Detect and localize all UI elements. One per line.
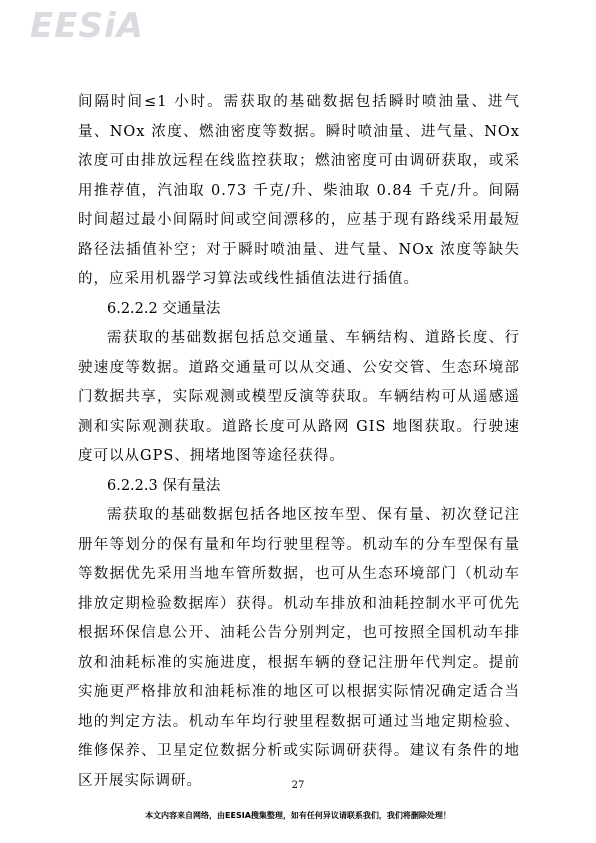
paragraph-continuation: 间隔时间≤1 小时。需获取的基础数据包括瞬时喷油量、进气量、NOx 浓度、燃油密度等数据。瞬时喷油量、进气量、NOx 浓度可由排放远程在线监控获取；燃油密度可由调研获取，或采用推荐值，汽油取 0.73 千克/升、柴油取 0.84 千克/升。间隔时间超过最小间隔时间或空间漂移的，应基于现有路线采用最短路径法插值补空；对于瞬时喷油量、进气量、NOx 浓度等缺失的，应采用机器学习算法或线性插值法进行插值。	[78, 94, 520, 287]
paragraph-traffic-volume: 需获取的基础数据包括总交通量、车辆结构、道路长度、行驶速度等数据。道路交通量可以从交通、公安交管、生态环境部门数据共享，实际观测或模型反演等获取。车辆结构可从遥感遥测和实际观测获取。道路长度可从路网 GIS 地图获取。行驶速度可以从GPS、拥堵地图等途径获得。	[78, 330, 520, 464]
page-number: 27	[291, 780, 305, 791]
paragraph-vehicle-population: 需获取的基础数据包括各地区按车型、保有量、初次登记注册年等划分的保有量和年均行驶里程等。机动车的分车型保有量等数据优先采用当地车管所数据，也可从生态环境部门（机动车排放定期检验数据库）获得。机动车排放和油耗控制水平可优先根据环保信息公开、油耗公告分别判定，也可按照全国机动车排放和油耗标准的实施进度，根据车辆的登记注册年代判定。提前实施更严格排放和油耗标准的地区可以根据实际情况确定适合当地的判定方法。机动车年均行驶里程数据可通过当地定期检验、维修保养、卫星定位数据分析或实际调研获得。建议有条件的地区开展实际调研。	[78, 507, 520, 789]
document-body	[78, 88, 520, 796]
section-heading-vehicle-population: 6.2.2.3 保有量法	[107, 477, 221, 494]
section-heading-traffic-volume: 6.2.2.2 交通量法	[107, 300, 221, 317]
eesia-logo: EESiA	[30, 6, 144, 46]
footer-disclaimer: 本文内容来自网络，由EESIA搜集整理，如有任何异议请联系我们，我们将删除处理！	[145, 811, 451, 820]
